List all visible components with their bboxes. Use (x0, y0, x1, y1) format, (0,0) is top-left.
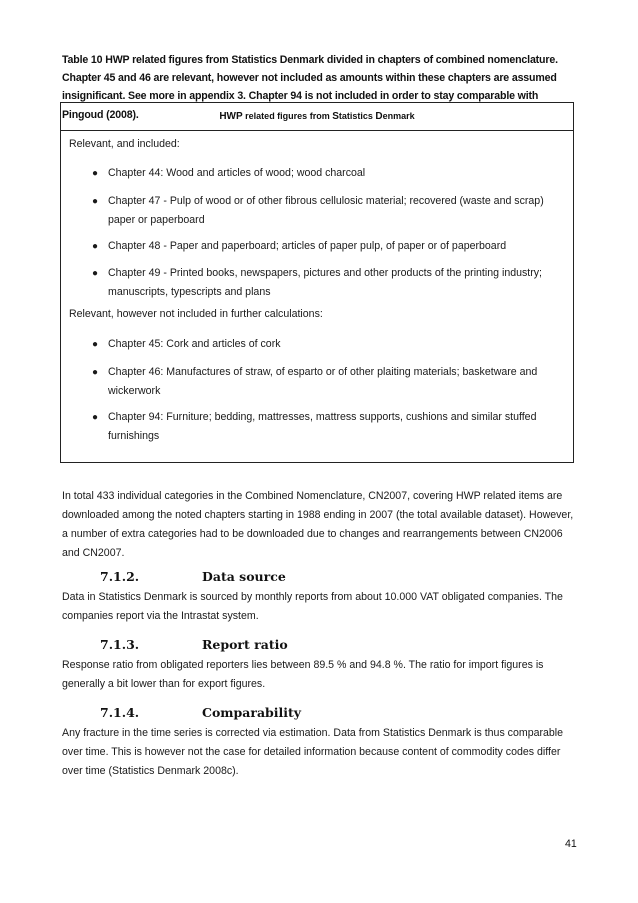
header-part: HWP (219, 111, 243, 122)
table-caption: Table 10 HWP related figures from Statistics Denmark divided in chapters of combined nomenclature. Chapter 45 and 46 are relevant, however not included as amounts within these chapters are assumed insignificant. See more in appendix 3. Chapter 94 is not included in order to stay comparable with Pingoud (2008). (62, 54, 558, 121)
list-item-text: Chapter 48 - Paper and paperboard; articles of paper pulp, of paper or of paperboard (108, 240, 507, 252)
bullet-icon: ● (92, 412, 99, 423)
bullet-icon: ● (92, 168, 99, 179)
list-item-text: Chapter 45: Cork and articles of cork (108, 338, 281, 350)
header-part: D (375, 111, 383, 122)
list-item (92, 164, 560, 183)
list-item (92, 408, 560, 446)
header-part: related figures from (242, 111, 333, 121)
intro-paragraph: In total 433 individual categories in the Combined Nomenclature, CN2007, covering HWP related items are downloaded among the noted chapters starting in 1988 ending in 2007 (the total available dataset). However, a number of extra categories had to be downloaded due to changes and rearrangements between CN2006 and CN2007. (62, 490, 574, 559)
bullet-icon: ● (92, 241, 99, 252)
list-item (92, 237, 560, 256)
list-item (92, 335, 560, 354)
list-item-text: Chapter 49 - Printed books, newspapers, pictures and other products of the printing industry; manuscripts, typescripts and plans (108, 267, 542, 298)
table-body (61, 130, 573, 462)
list-item (92, 264, 560, 302)
bullet-icon: ● (92, 196, 99, 207)
list-item-text: Chapter 44: Wood and articles of wood; wood charcoal (108, 167, 366, 179)
group-label-included: Relevant, and included: (69, 138, 180, 150)
section-number: 7.1.3. (100, 637, 140, 652)
section-heading-data-source (100, 568, 286, 586)
list-item-text: Chapter 47 - Pulp of wood or of other fibrous cellulosic material; recovered (waste and scrap) paper or paperboard (108, 195, 544, 226)
header-part: S (332, 111, 339, 122)
section-number: 7.1.4. (100, 705, 140, 720)
bullet-icon: ● (92, 367, 99, 378)
section-heading-report-ratio (100, 636, 288, 654)
bullet-icon: ● (92, 339, 99, 350)
section-title: Comparability (202, 705, 302, 720)
group-label-not-included: Relevant, however not included in further calculations: (69, 308, 323, 320)
header-part: enmark (382, 111, 415, 121)
table-header (61, 103, 573, 131)
header-part: tatistics (338, 111, 376, 121)
section-text-report-ratio: Response ratio from obligated reporters lies between 89.5 % and 94.8 %. The ratio for import figures is generally a bit lower than for export figures. (62, 659, 544, 690)
section-number: 7.1.2. (100, 569, 140, 584)
list-item-text: Chapter 46: Manufactures of straw, of esparto or of other plaiting materials; basketware and wickerwork (108, 366, 538, 397)
section-title: Report ratio (202, 637, 288, 652)
section-heading-comparability (100, 704, 301, 722)
page-number: 41 (565, 838, 577, 850)
section-text-comparability: Any fracture in the time series is corrected via estimation. Data from Statistics Denmark is thus comparable over time. This is however not the case for detailed information because content of commodity codes differ over time (Statistics Denmark 2008c). (62, 727, 564, 777)
hwp-table (60, 102, 574, 463)
list-item (92, 363, 560, 401)
section-title: Data source (202, 569, 286, 584)
bullet-icon: ● (92, 268, 99, 279)
list-item-text: Chapter 94: Furniture; bedding, mattresses, mattress supports, cushions and similar stuffed furnishings (108, 411, 537, 442)
section-text-data-source: Data in Statistics Denmark is sourced by monthly reports from about 10.000 VAT obligated companies. The companies report via the Intrastat system. (62, 591, 563, 622)
list-item (92, 192, 560, 230)
